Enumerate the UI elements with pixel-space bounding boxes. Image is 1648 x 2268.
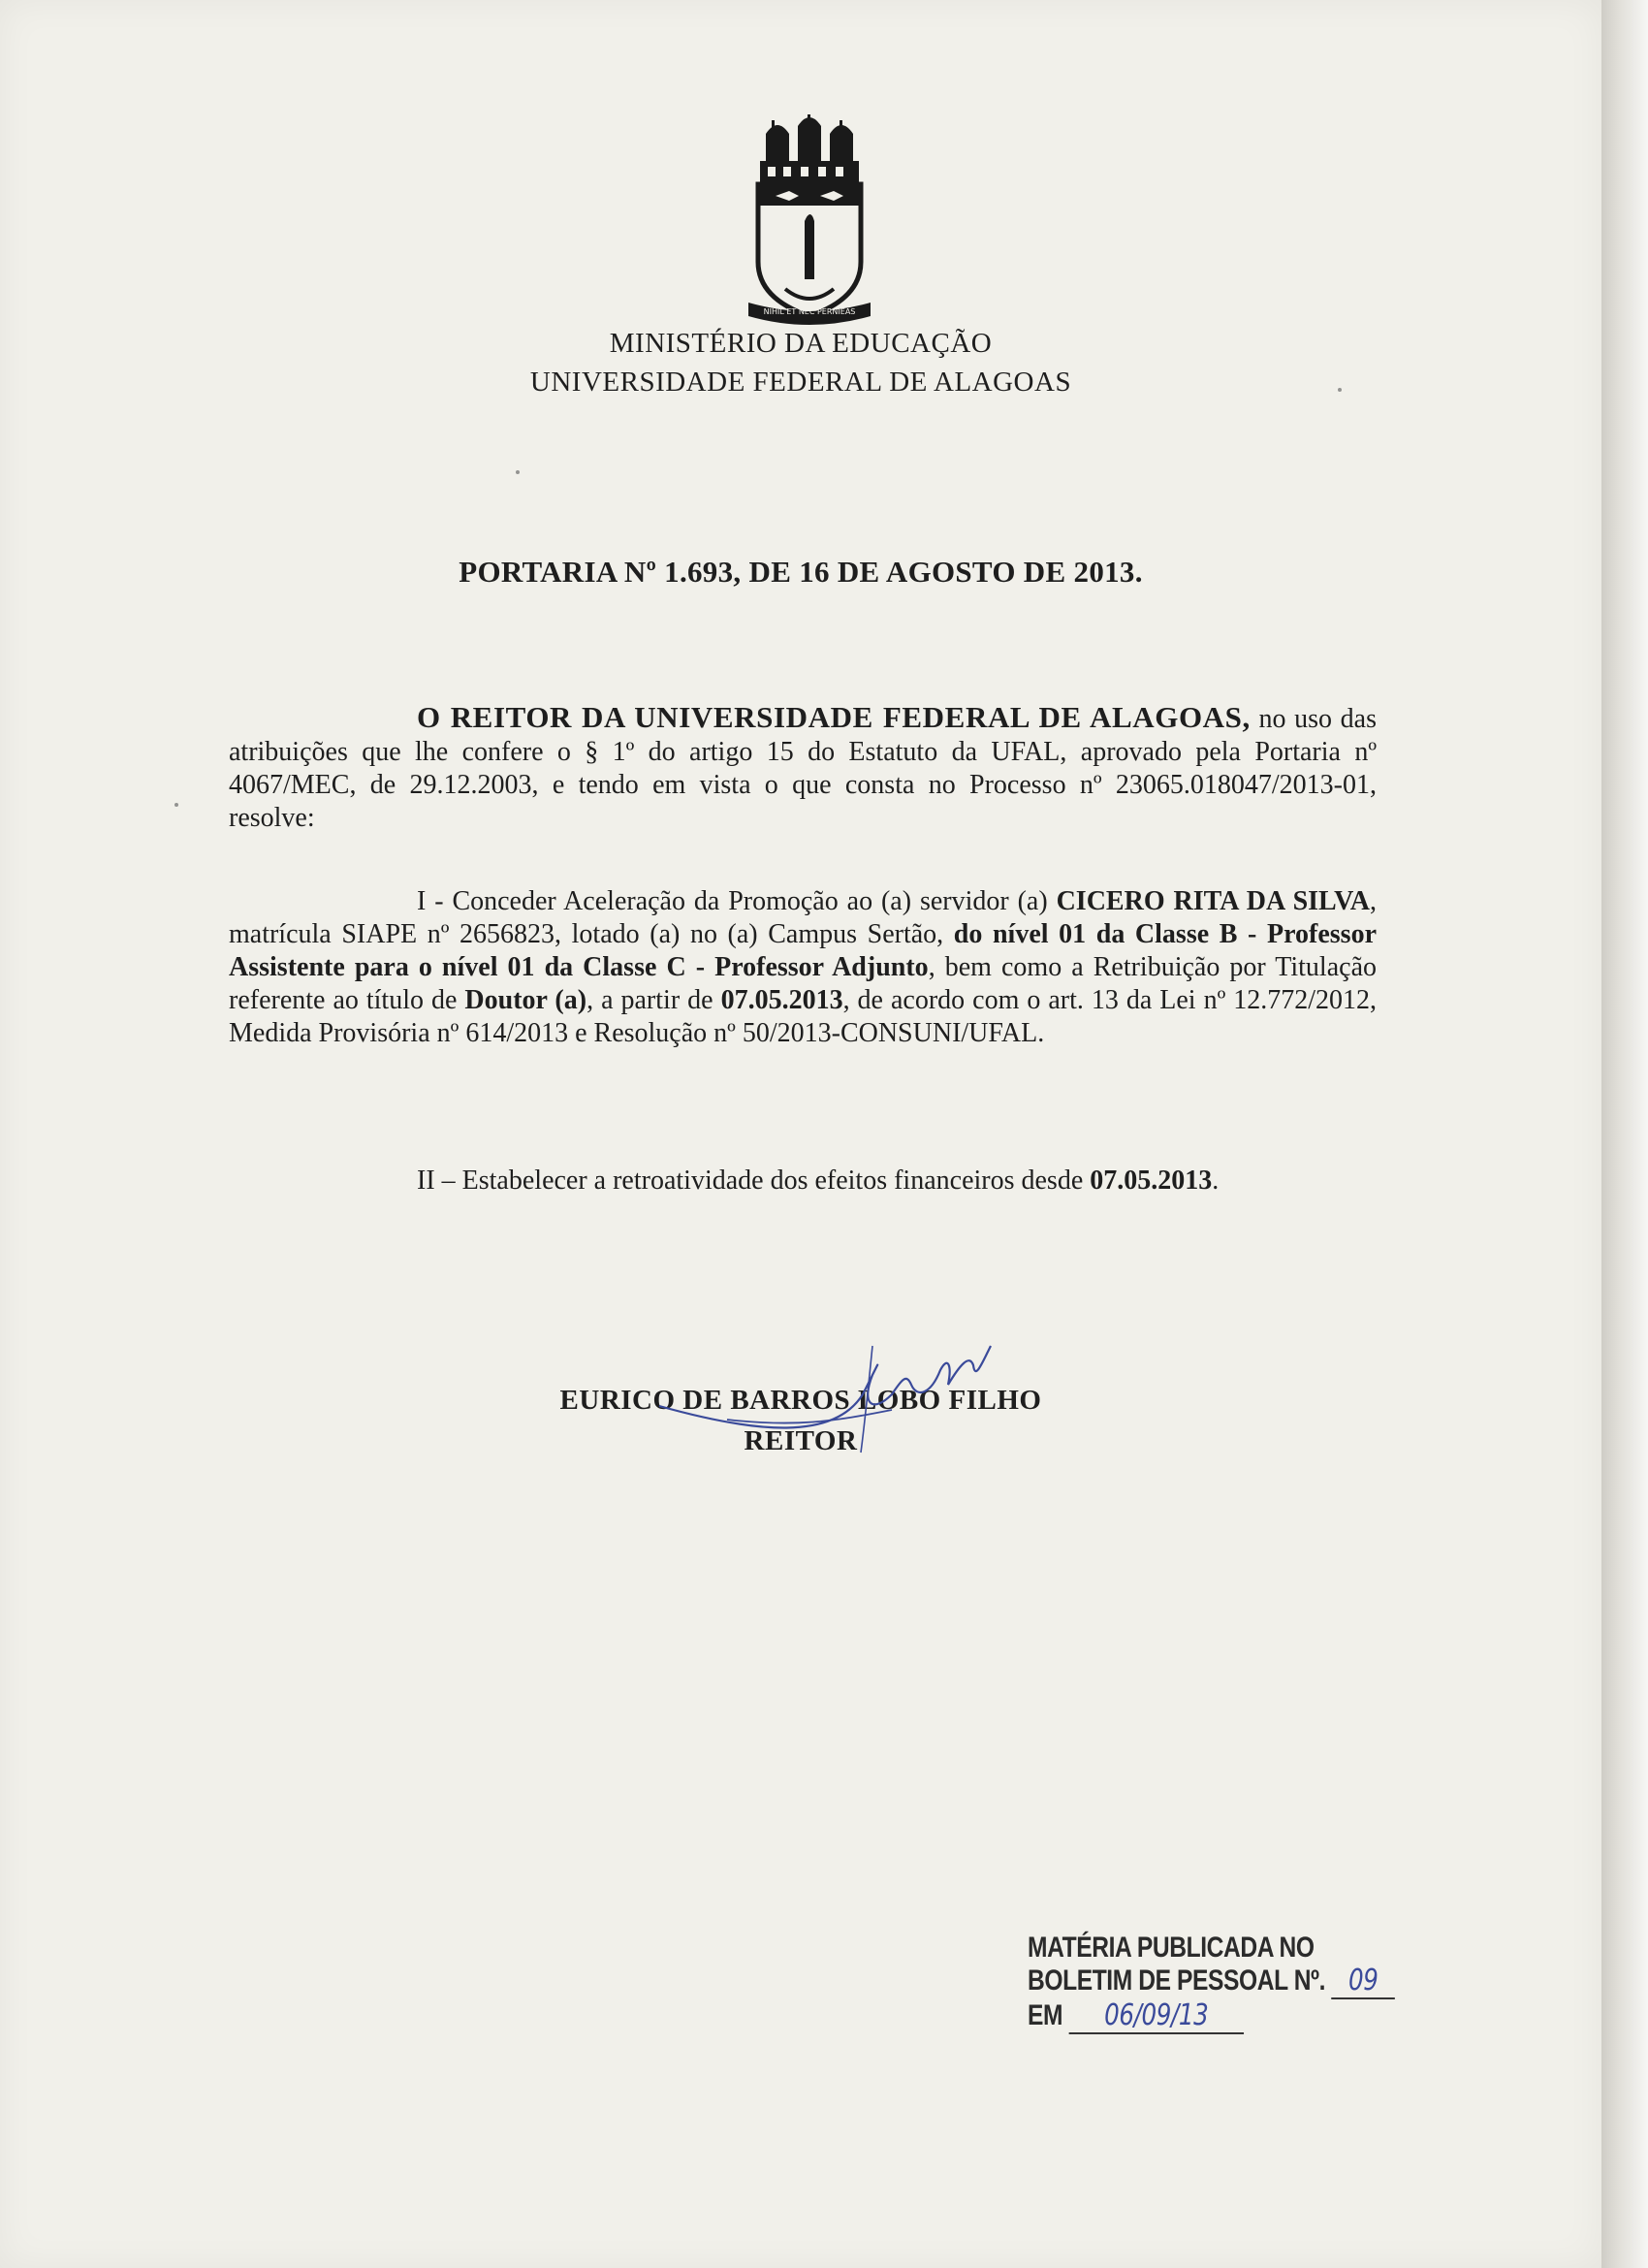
publication-stamp	[1028, 1932, 1379, 2034]
effective-date: 07.05.2013	[720, 985, 843, 1015]
signatory-name: EURICO DE BARROS LOBO FILHO	[559, 1385, 1042, 1416]
university-heading: UNIVERSIDADE FEDERAL DE ALAGOAS	[529, 367, 1072, 398]
scan-edge	[1601, 0, 1648, 2268]
ufal-crest-logo	[746, 114, 872, 328]
signatory-role: REITOR	[744, 1425, 858, 1456]
paper-speck	[174, 803, 178, 807]
boletim-number: 09	[1331, 1965, 1395, 1999]
paper-speck	[1338, 388, 1342, 392]
article-two-end: .	[1212, 1166, 1220, 1196]
article-one-text-4: , a partir de	[586, 985, 721, 1015]
ministry-heading: MINISTÉRIO DA EDUCAÇÃO	[609, 328, 993, 359]
intro-text: no uso das atribuições que lhe confere o § 1º do artigo 15 do Estatuto da UFAL, aprovado pela Portaria nº 4067/MEC, de 29.12.2003, e tendo em vista o que consta no Processo nº 23065.018047/2013-01, resolve:	[229, 704, 1377, 833]
promotion-description: do nível 01 da Classe B - Professor Assistente para o nível 01 da Classe C - Professor Adjunto	[229, 919, 1377, 982]
article-two-text: II – Estabelecer a retroatividade dos efeitos financeiros desde	[417, 1166, 1091, 1196]
reitor-heading: O REITOR DA UNIVERSIDADE FEDERAL DE ALAGOAS,	[417, 700, 1251, 734]
stamp-date: 06/09/13	[1069, 1999, 1244, 2034]
article-two-paragraph	[229, 1165, 1377, 1198]
article-one-text-3: , bem como a Retribuição por Titulação referente ao título de	[229, 952, 1377, 1015]
stamp-line-3: EM	[1028, 1999, 1063, 2031]
article-one-text-1: I - Conceder Aceleração da Promoção ao (a) servidor (a)	[417, 886, 1057, 916]
crest-motto: NIHIL ET NEC PERNIEAS	[763, 307, 856, 316]
stamp-line-2: BOLETIM DE PESSOAL Nº.	[1028, 1965, 1326, 1996]
handwritten-signature	[640, 1326, 1047, 1472]
degree-title: Doutor (a)	[464, 985, 587, 1015]
article-one-text-2: , matrícula SIAPE nº 2656823, lotado (a) no (a) Campus Sertão,	[229, 886, 1377, 949]
article-one-paragraph	[229, 885, 1377, 1050]
intro-paragraph	[229, 701, 1377, 835]
paper-speck	[516, 470, 520, 474]
portaria-title: PORTARIA Nº 1.693, DE 16 DE AGOSTO DE 2013.	[459, 555, 1143, 589]
stamp-line-1: MATÉRIA PUBLICADA NO	[1028, 1932, 1315, 1964]
servant-name: CICERO RITA DA SILVA	[1056, 886, 1370, 916]
retroactive-date: 07.05.2013	[1090, 1166, 1213, 1196]
article-one-text-5: , de acordo com o art. 13 da Lei nº 12.772/2012, Medida Provisória nº 614/2013 e Resolução nº 50/2013-CONSUNI/UFAL.	[229, 985, 1378, 1048]
